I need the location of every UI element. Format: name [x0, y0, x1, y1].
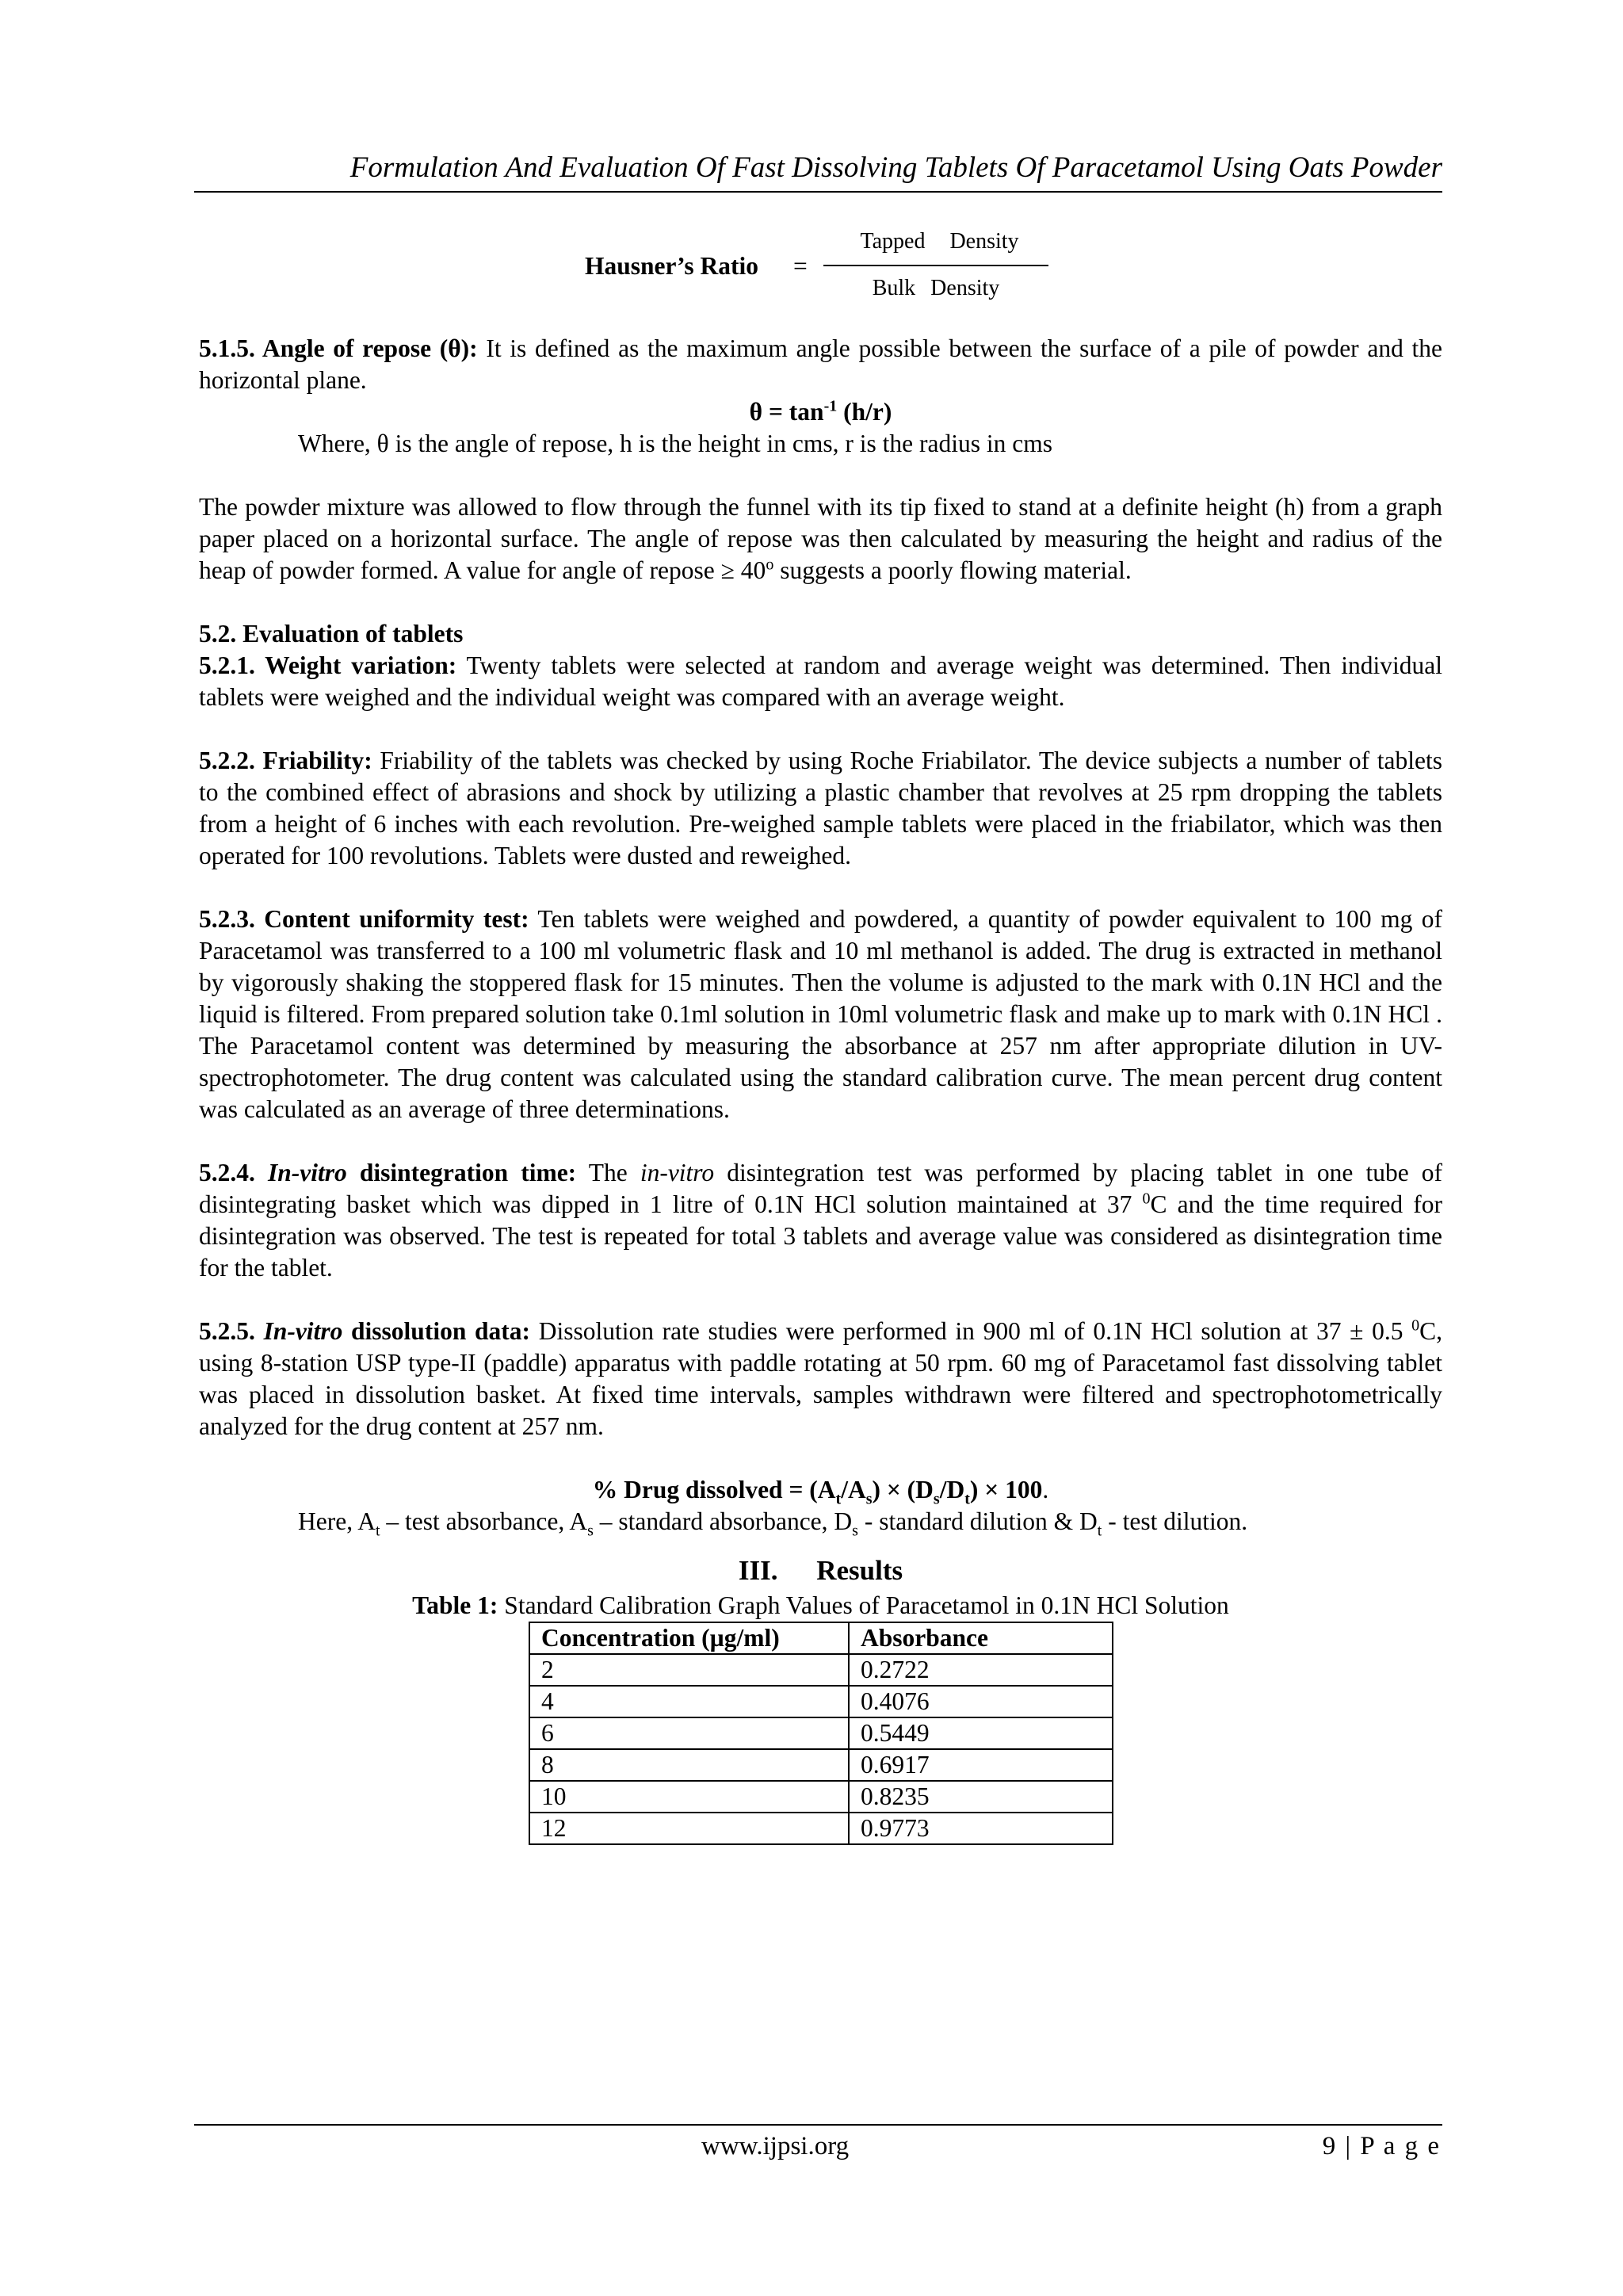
section-text: Ten tablets were weighed and powdered, a quantity of powder equivalent to 100 mg of Paracetamol was transferred to a 100 ml volumetric flask and 10 ml methanol is added. The drug is extracted in methanol by vigorously shaking the stoppered flask for 15 minutes. Then the volume is adjusted to the mark with 0.1N HCl and the liquid is filtered. From prepared solution take 0.1ml solution in 10ml volumetric flask and make up to mark with 0.1N HCl . The Paracetamol content was determined by measuring the absorbance at 257 nm after appropriate dilution in UV- spectrophotometer. The drug content was calculated using the standard calibration curve. The mean percent drug content was calculated as an average of three determinations.	[199, 905, 1442, 1123]
text-a: The	[588, 1159, 628, 1186]
legend-sub: t	[375, 1522, 380, 1540]
section-5-2-heading	[199, 618, 1442, 650]
legend-part: - test dilution.	[1102, 1507, 1248, 1535]
column-header: Concentration (µg/ml)	[529, 1622, 849, 1654]
running-header: Formulation And Evaluation Of Fast Dissolving Tablets Of Paracetamol Using Oats Powder	[194, 151, 1442, 193]
text-c: C and the time required for disintegration was observed. The test is repeated for total 3 tablets and average value was considered as disintegration time for the tablet.	[199, 1190, 1442, 1282]
table-cell: 10	[529, 1781, 849, 1813]
table-cell: 0.6917	[849, 1749, 1113, 1781]
footer-url-link[interactable]: www.ijpsi.org	[701, 2132, 850, 2160]
table-cell: 12	[529, 1813, 849, 1844]
table-cell: 2	[529, 1654, 849, 1686]
section-5-2-4	[199, 1157, 1442, 1284]
main-content	[199, 222, 1442, 1845]
angle-where: Where, θ is the angle of repose, h is the height in cms, r is the radius in cms	[298, 430, 1052, 457]
formula-sub: s	[865, 1490, 873, 1508]
table-cell: 0.9773	[849, 1813, 1113, 1844]
section-text: Friability of the tablets was checked by using Roche Friabilator. The device subjects a number of tablets to the combined effect of abrasions and shock by utilizing a plastic chamber that revolves at 25 rpm dropping the tablets from a height of 6 inches with each revolution. Pre-weighed sample tablets were placed in the friabilator, which was then operated for 100 revolutions. Tablets were dusted and reweighed.	[199, 747, 1443, 869]
section-5-2-3	[199, 904, 1442, 1125]
calibration-table	[529, 1622, 1113, 1845]
formula-sub: t	[835, 1490, 842, 1508]
column-header: Absorbance	[849, 1622, 1113, 1654]
table-cell: 0.4076	[849, 1686, 1113, 1717]
caption-label: Table 1:	[412, 1591, 498, 1619]
formula-part: % Drug dissolved = (A	[592, 1476, 836, 1503]
formula-base: θ = tan	[749, 398, 824, 426]
section-heading: 5.2. Evaluation of tablets	[199, 620, 464, 648]
section-heading: 5.2.1. Weight variation:	[199, 651, 457, 679]
formula-end: .	[1042, 1476, 1049, 1503]
page-number: 9 | P a g e	[1322, 2132, 1441, 2160]
section-5-2-2	[199, 745, 1442, 872]
heading-italic: In-vitro	[267, 1159, 347, 1186]
formula-part: ) × 100	[969, 1476, 1043, 1503]
heading-italic: In-vitro	[263, 1317, 343, 1345]
caption-text: Standard Calibration Graph Values of Paracetamol in 0.1N HCl Solution	[504, 1591, 1229, 1619]
hausner-ratio-formula	[199, 222, 1442, 333]
formula-part: ) × (D	[872, 1476, 934, 1503]
heading-rest: dissolution data:	[351, 1317, 531, 1345]
table-row	[529, 1781, 1113, 1813]
hausner-equals: =	[793, 252, 808, 280]
section-heading: 5.2.3. Content uniformity test:	[199, 905, 529, 933]
drug-dissolved-formula	[199, 1474, 1442, 1506]
table-cell: 4	[529, 1686, 849, 1717]
formula-part: /D	[939, 1476, 965, 1503]
formula-part: /A	[841, 1476, 866, 1503]
angle-formula	[199, 396, 1442, 428]
formula-sub: t	[964, 1490, 970, 1508]
table-caption	[199, 1590, 1442, 1622]
section-heading: 5.2.2. Friability:	[199, 747, 372, 774]
section-heading	[199, 1159, 576, 1186]
para-text-end: suggests a poorly flowing material.	[773, 556, 1132, 584]
text-sup: 0	[1411, 1316, 1420, 1335]
legend-part: – test absorbance, A	[380, 1507, 588, 1535]
legend-part: – standard absorbance, D	[593, 1507, 853, 1535]
footer-rule	[194, 2124, 1442, 2126]
section-heading	[199, 1317, 530, 1345]
heading-num: 5.2.4.	[199, 1159, 255, 1186]
section-heading: 5.1.5. Angle of repose (θ):	[199, 334, 478, 362]
results-heading: III. Results	[738, 1555, 903, 1586]
legend-sub: s	[587, 1522, 594, 1540]
hausner-numerator: Tapped Density	[860, 229, 1019, 254]
heading-num: 5.2.5.	[199, 1317, 255, 1345]
angle-paragraph	[199, 491, 1442, 586]
fraction-bar	[823, 265, 1048, 266]
legend-sub: s	[852, 1522, 858, 1540]
para-sup: o	[766, 556, 774, 574]
hausner-denominator: Bulk Density	[872, 276, 1000, 300]
table-cell: 0.5449	[849, 1717, 1113, 1749]
table-cell: 0.8235	[849, 1781, 1113, 1813]
table-row	[529, 1749, 1113, 1781]
section-5-1-5	[199, 333, 1442, 396]
hausner-label: Hausner’s Ratio	[585, 252, 759, 280]
text-sup: 0	[1142, 1190, 1151, 1208]
table-row	[529, 1813, 1113, 1844]
legend-part: Here, A	[298, 1507, 376, 1535]
text-italic: in-vitro	[640, 1159, 715, 1186]
section-text: It is defined as the maximum angle possible between the surface of a pile of powder and the horizontal plane.	[199, 334, 1442, 394]
text-a: Dissolution rate studies were performed in 900 ml of 0.1N HCl solution at 37 ± 0.5	[538, 1317, 1403, 1345]
formula-sup: -1	[823, 397, 838, 415]
table-row	[529, 1717, 1113, 1749]
table-row	[529, 1686, 1113, 1717]
formula-rest: (h/r)	[837, 398, 892, 426]
table-cell: 6	[529, 1717, 849, 1749]
formula-legend	[199, 1506, 1442, 1538]
table-cell: 8	[529, 1749, 849, 1781]
text-b: C, using 8-station USP type-II (paddle) apparatus with paddle rotating at 50 rpm. 60 mg of Paracetamol fast dissolving tablet was placed in dissolution basket. At fixed time intervals, samples withdrawn were filtered and spectrophotometrically analyzed for the drug content at 257 nm.	[199, 1317, 1443, 1440]
heading-rest: disintegration time:	[359, 1159, 577, 1186]
section-5-2-5	[199, 1316, 1442, 1442]
para-text: The powder mixture was allowed to flow through the funnel with its tip fixed to stand at a definite height (h) from a graph paper placed on a horizontal surface. The angle of repose was then calculated by measuring the height and radius of the heap of powder formed. A value for angle of repose ≥ 40	[199, 493, 1442, 584]
table-row	[529, 1654, 1113, 1686]
text-b: disintegration test was performed by placing tablet in one tube of disintegrating basket which was dipped in 1 litre of 0.1N HCl solution maintained at 37	[199, 1159, 1443, 1218]
legend-part: - standard dilution & D	[857, 1507, 1098, 1535]
section-5-2-1	[199, 650, 1442, 713]
legend-sub: t	[1097, 1522, 1102, 1540]
table-cell: 0.2722	[849, 1654, 1113, 1686]
section-text: Twenty tablets were selected at random and average weight was determined. Then individual tablets were weighed and the individual weight was compared with an average weight.	[199, 651, 1443, 711]
table-header-row	[529, 1622, 1113, 1654]
formula-sub: s	[933, 1490, 940, 1508]
